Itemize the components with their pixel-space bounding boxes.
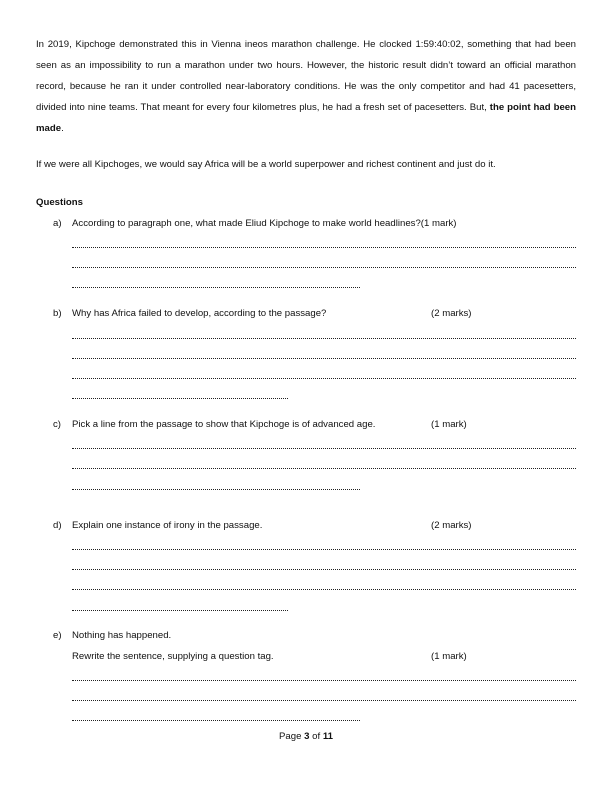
- answer-line[interactable]: [72, 720, 360, 721]
- answer-line[interactable]: [72, 398, 288, 399]
- question-b-text: Why has Africa failed to develop, according to the passage?: [72, 308, 327, 319]
- questions-heading: Questions: [36, 197, 83, 208]
- page-footer: [0, 731, 612, 742]
- footer-current-page: 3: [304, 731, 310, 742]
- passage-paragraph-2: If we were all Kipchoges, we would say Africa will be a world superpower and richest continent and just do it.: [36, 159, 496, 170]
- answer-line[interactable]: [72, 338, 576, 339]
- answer-line[interactable]: [72, 680, 576, 681]
- question-b: [0, 308, 612, 322]
- question-e-text: Nothing has happened.: [72, 630, 172, 641]
- question-a-letter: a): [53, 218, 62, 229]
- passage-paragraph-1: [36, 34, 576, 139]
- footer-of-label: of: [312, 731, 321, 742]
- question-e-marks: (1 mark): [431, 651, 467, 662]
- question-b-marks: (2 marks): [431, 308, 472, 319]
- question-c-text: Pick a line from the passage to show that Kipchoge is of advanced age.: [72, 419, 376, 430]
- answer-line[interactable]: [72, 448, 576, 449]
- question-e: [0, 630, 612, 644]
- answer-line[interactable]: [72, 610, 288, 611]
- question-c-letter: c): [53, 419, 61, 430]
- question-d-marks: (2 marks): [431, 520, 472, 531]
- question-d-text: Explain one instance of irony in the passage.: [72, 520, 263, 531]
- answer-line[interactable]: [72, 700, 576, 701]
- answer-line[interactable]: [72, 569, 576, 570]
- answer-line[interactable]: [72, 378, 576, 379]
- answer-line[interactable]: [72, 549, 576, 550]
- question-d-letter: d): [53, 520, 62, 531]
- question-d: [0, 520, 612, 534]
- footer-page-label: Page: [279, 731, 302, 742]
- answer-line[interactable]: [72, 489, 360, 490]
- question-e-instruction: [0, 651, 612, 665]
- question-b-letter: b): [53, 308, 62, 319]
- answer-line[interactable]: [72, 247, 576, 248]
- passage-paragraph-1-text: In 2019, Kipchoge demonstrated this in Vienna ineos marathon challenge. He clocked 1:59:40:02, something that had been seen as an impossibility to run a marathon under two hours. However, the historic result didn’t toward an official marathon record, because he ran it under controlled near-laboratory conditions. He was the only competitor and had 41 pacesetters, divided into nine teams. That meant for every four kilometres plus, he had a fresh set of pacesetters. But,: [36, 39, 576, 113]
- answer-line[interactable]: [72, 287, 360, 288]
- question-c-marks: (1 mark): [431, 419, 467, 430]
- answer-line[interactable]: [72, 358, 576, 359]
- question-a-text: According to paragraph one, what made Eliud Kipchoge to make world headlines?(1 mark): [72, 218, 457, 229]
- passage-bold-phrase: the point had been made: [36, 102, 576, 134]
- answer-line[interactable]: [72, 468, 576, 469]
- question-c: [0, 419, 612, 433]
- question-e-text-2: Rewrite the sentence, supplying a question tag.: [72, 651, 274, 662]
- answer-line[interactable]: [72, 589, 576, 590]
- question-e-letter: e): [53, 630, 62, 641]
- passage-paragraph-1-end: .: [61, 123, 64, 134]
- footer-total-pages: 11: [322, 731, 333, 742]
- answer-line[interactable]: [72, 267, 576, 268]
- question-a: [0, 218, 612, 232]
